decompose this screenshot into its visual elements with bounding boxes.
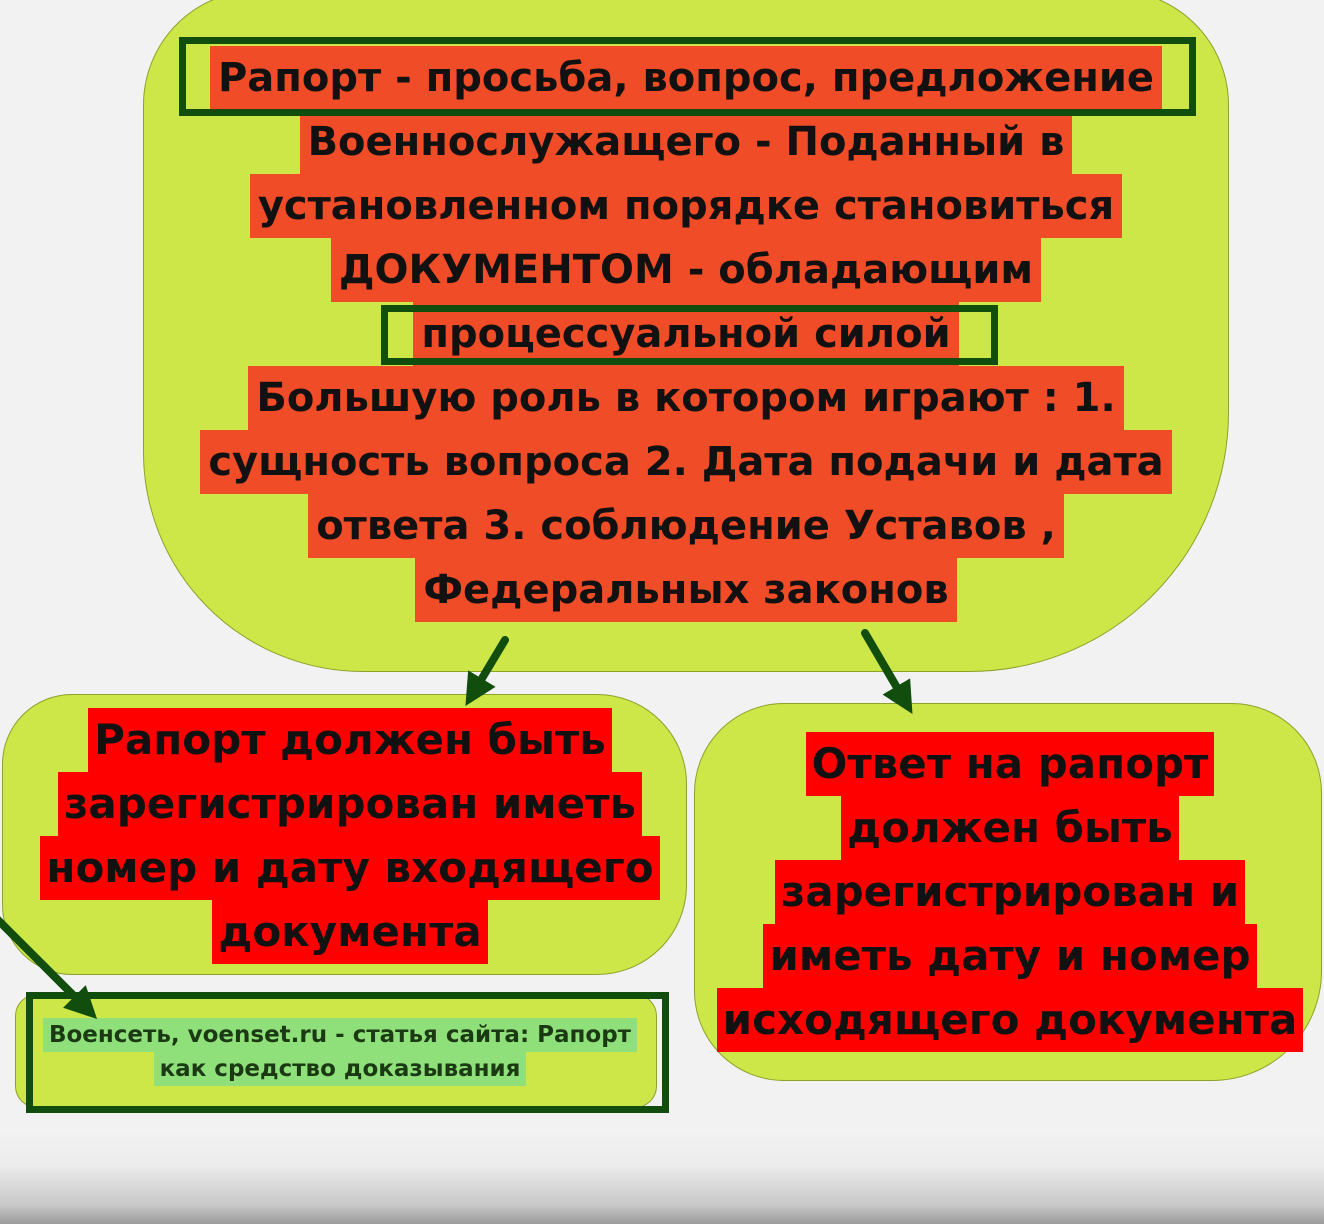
outgoing-line-5: исходящего документа xyxy=(717,988,1304,1052)
incoming-line-3: номер и дату входящего xyxy=(40,836,659,900)
outgoing-line-2: должен быть xyxy=(841,796,1179,860)
definition-line-9: Федеральных законов xyxy=(415,558,956,622)
outgoing-line-3: зарегистрирован и xyxy=(775,860,1245,924)
outgoing-line-1: Ответ на рапорт xyxy=(806,732,1215,796)
definition-line-3: установленном порядке становиться xyxy=(250,174,1122,238)
incoming-line-1: Рапорт должен быть xyxy=(88,708,612,772)
definition-line-1: Рапорт - просьба, вопрос, предложение xyxy=(210,46,1162,110)
title-highlight-frame xyxy=(179,37,1196,116)
definition-line-8: ответа 3. соблюдение Уставов , xyxy=(308,494,1064,558)
source-highlight-frame xyxy=(26,992,669,1113)
bottom-shadow-bar xyxy=(0,1128,1324,1224)
incoming-line-2: зарегистрирован иметь xyxy=(58,772,642,836)
incoming-requirement-text xyxy=(20,708,680,964)
incoming-line-4: документа xyxy=(212,900,487,964)
definition-line-6: Большую роль в котором играют : 1. xyxy=(248,366,1123,430)
definition-line-2: Военнослужащего - Поданный в xyxy=(300,110,1073,174)
procedural-force-highlight-frame xyxy=(381,305,998,365)
definition-line-4: ДОКУМЕНТОМ - обладающим xyxy=(331,238,1041,302)
source-line-2: как средство доказывания xyxy=(154,1052,527,1086)
definition-line-5: процессуальной силой xyxy=(413,302,958,366)
source-line-1: Военсеть, voenset.ru - статья сайта: Рапорт xyxy=(43,1018,637,1052)
outgoing-requirement-text xyxy=(700,732,1320,1052)
outgoing-line-4: иметь дату и номер xyxy=(763,924,1256,988)
definition-line-7: сущность вопроса 2. Дата подачи и дата xyxy=(200,430,1171,494)
